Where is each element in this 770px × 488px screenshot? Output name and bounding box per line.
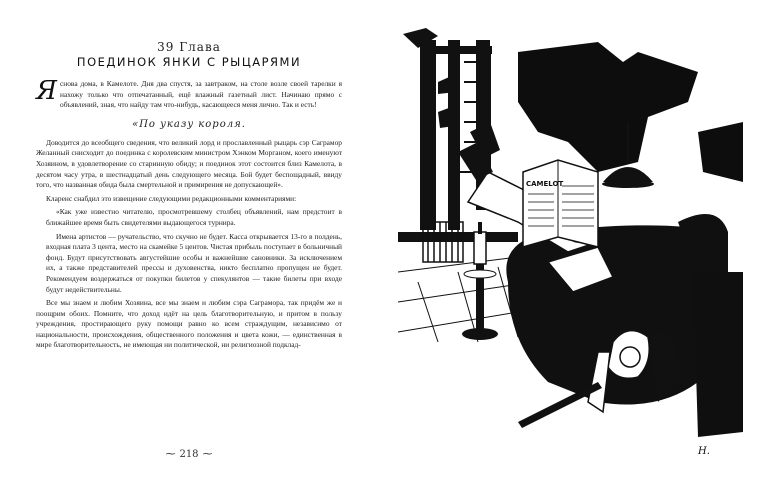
page-number-value: 218 <box>179 449 199 460</box>
decree-heading: «По указу короля. <box>132 118 246 130</box>
ornament-right: ⁓ <box>202 449 213 460</box>
paragraph-3: Кларенс снабдил это извещение следующими редакционными комментариями: <box>46 193 297 203</box>
newspaper <box>523 160 598 247</box>
paragraph-1-text: снова дома, в Камелоте. Дня два спустя, за завтраком, на столе возле своей тарелки я нахожу только что отпечатанный, ещё влажный газетный лист. Начинаю прямо с объявлений, зная, что найду там что-нибудь, касающееся меня лично. Так и есть! <box>60 79 342 110</box>
wall-shadow <box>518 42 698 172</box>
drop-cap: Я <box>36 76 57 106</box>
newspaper-masthead: CAMELOT <box>526 180 564 188</box>
paragraph-5: Имена артистов — ручательство, что скучно не будет. Касса открывается 13-го в полдень, входная плата 3 цента, место на скамейке 5 центов. Чистая прибыль поступает в больничный фонд. Будут присутствовать августейшие особы и важнейшие сановники. За исключением их, а также представителей прессы и духовенства, никто бесплатно пропущен не будет. Рекомендуем воздержаться от покупки билетов у спекулянтов — такие билеты при входе будут недействительны. <box>46 231 342 294</box>
paragraph-2: Доводится до всеобщего сведения, что великий лорд и прославленный рыцарь сэр Саграмор Желанный снисходит до поединка с королевским министром Хэнком Морганом, коего именуют Хозяином, в удовлетворение со старинную обиду; и поединок этот состоится близ Камелота, в десятом часу утра, в шестнадцатый день следующего месяца. Бой будет беспощадный, ввиду того, что названная обида была смертельной и примирения не допускающей». <box>36 137 342 190</box>
paragraph-opening <box>36 76 342 111</box>
illustration <box>398 22 748 462</box>
chapter-number: 39 Глава <box>157 40 221 54</box>
ornament-left: ⁓ <box>165 449 176 460</box>
artist-signature: H. <box>698 446 710 457</box>
page-number <box>36 449 342 460</box>
armchair <box>506 225 713 404</box>
sword <box>518 382 602 428</box>
chapter-title: ПОЕДИНОК ЯНКИ С РЫЦАРЯМИ <box>76 55 302 69</box>
paragraph-6: Все мы знаем и любим Хозяина, все мы знаем и любим сэра Саграмора, так придём же и поощрим обоих. Помните, что доход идёт на цель благотворительную, и притом в пользу учреждения, простирающего руку помощи равно ко всем страждущим, независимо от национальности, происхождения, общественного положения и цвета кожи, — единственная в мире благотворительность, не имеющая ни политической, ни религиозной подклад- <box>36 298 342 350</box>
left-page <box>36 40 342 480</box>
paragraph-4: «Как уже известно читателю, просмотревшему столбец объявлений, нам предстоит в ближайшее время быть свидетелями выдающегося турнира. <box>46 207 342 227</box>
